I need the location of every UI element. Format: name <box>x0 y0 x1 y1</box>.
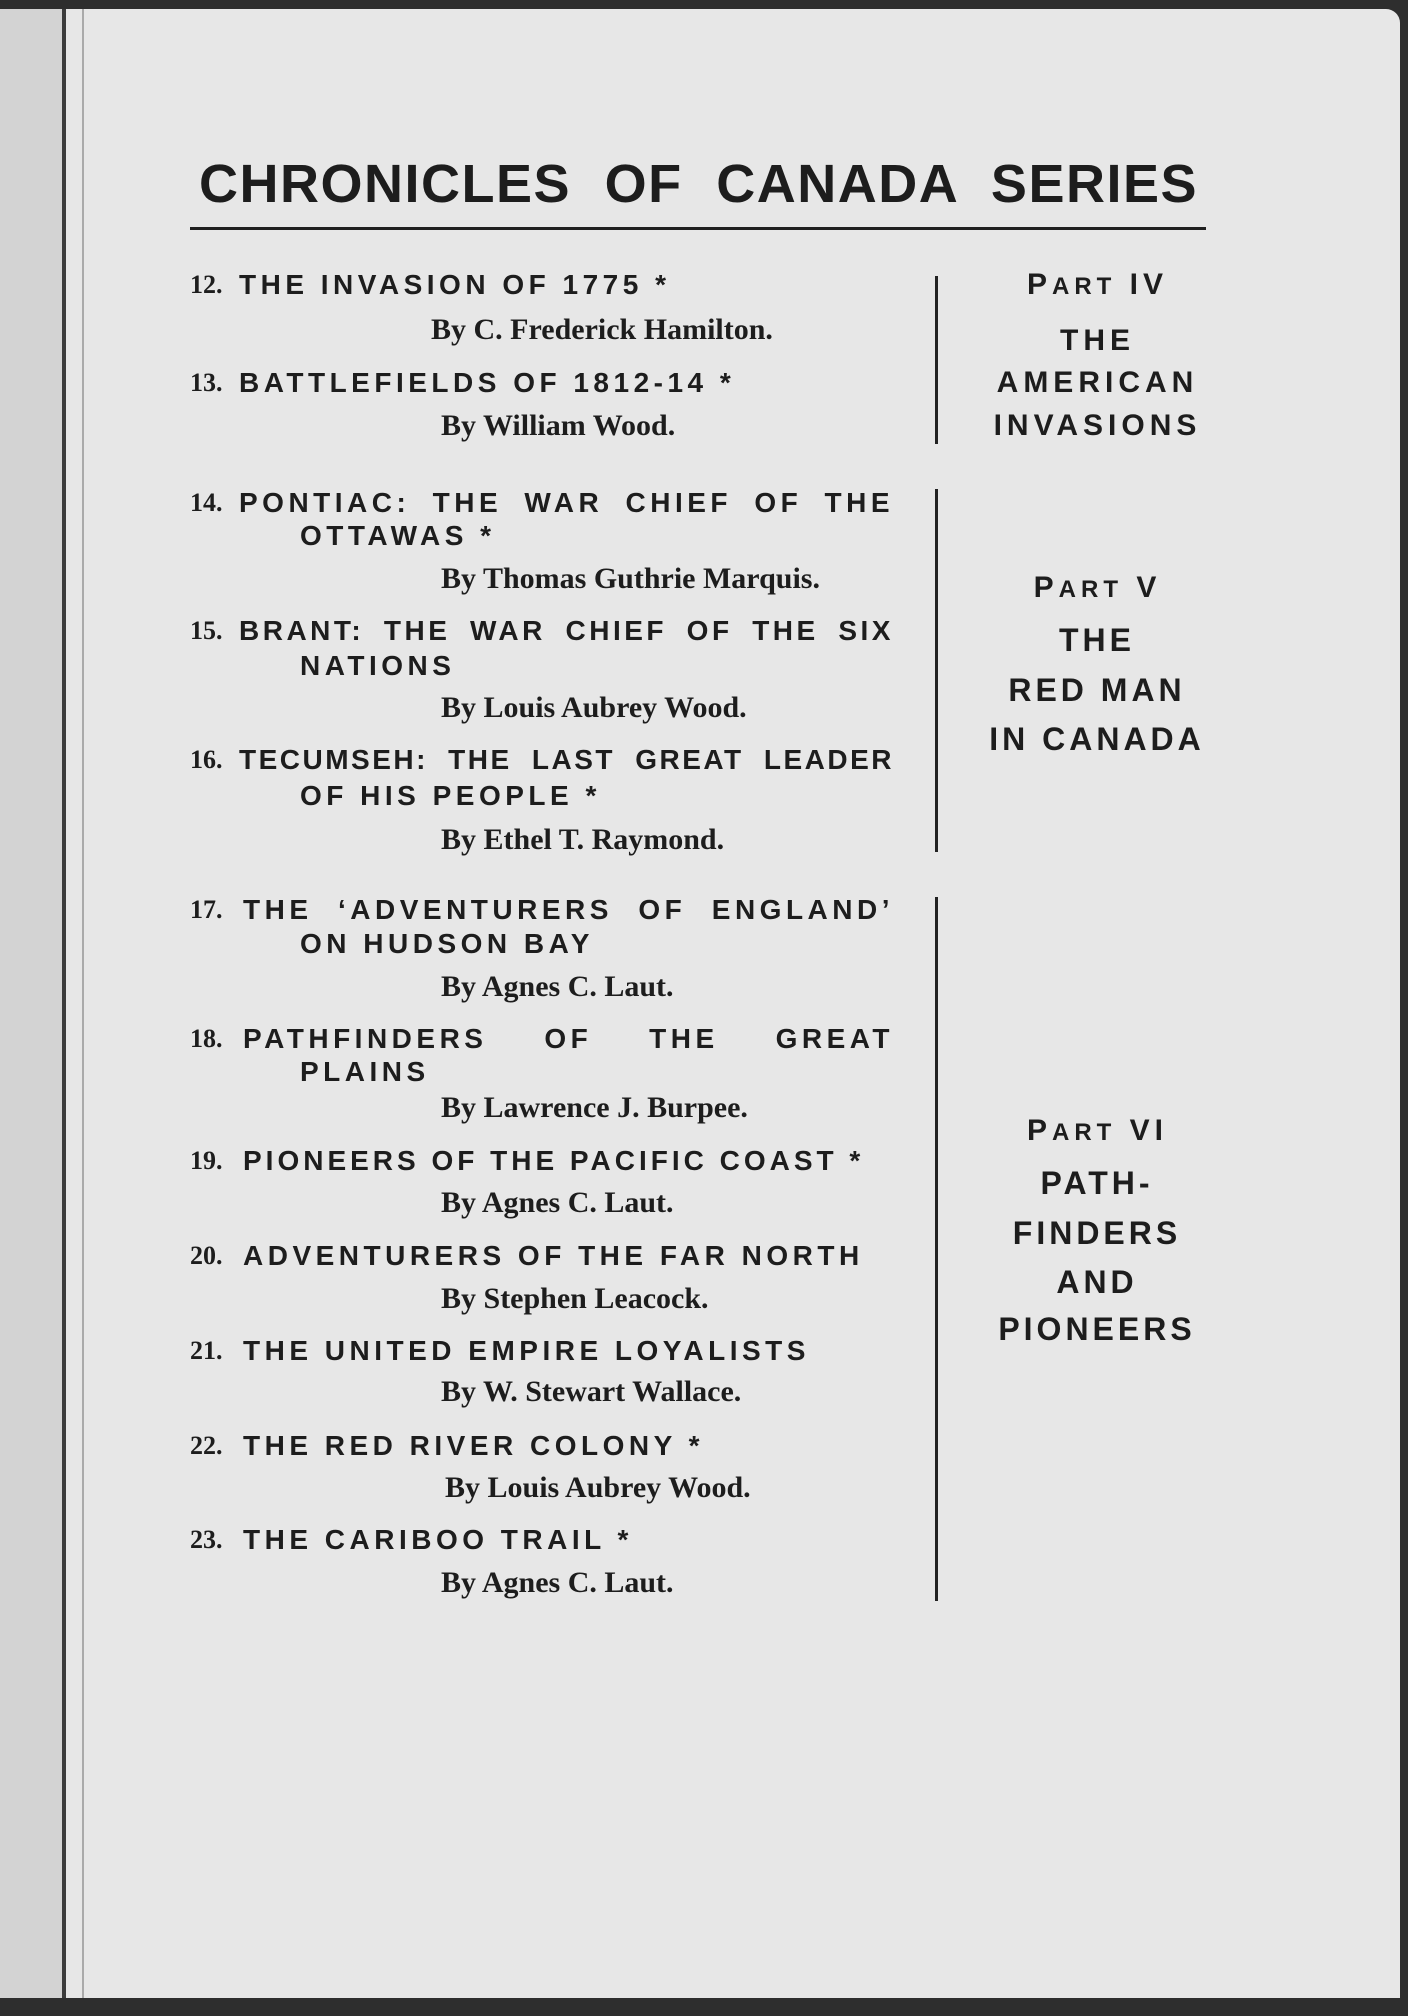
entry-number: 18. <box>190 1024 223 1053</box>
entry-author: By Agnes C. Laut. <box>441 1566 674 1599</box>
part-label: PART <box>1026 268 1117 301</box>
part-label-line <box>955 568 1235 608</box>
entry-title: BATTLEFIELDS OF 1812-14 * <box>239 367 736 398</box>
part-title-line: PIONEERS <box>998 1311 1196 1347</box>
part-title-line: THE <box>1059 622 1135 658</box>
entry-number: 12. <box>190 270 223 299</box>
entry-title: THE UNITED EMPIRE LOYALISTS <box>243 1335 810 1366</box>
part-label-line <box>955 1111 1235 1151</box>
binding-gutter <box>0 9 62 1998</box>
entry-number: 22. <box>190 1431 223 1460</box>
book-page <box>66 9 1400 1998</box>
entry-title: THE CARIBOO TRAIL * <box>243 1524 633 1555</box>
entry-author: By C. Frederick Hamilton. <box>431 313 773 346</box>
entry-author: By Thomas Guthrie Marquis. <box>441 562 820 595</box>
entry-number: 21. <box>190 1336 223 1365</box>
entry-author: By Stephen Leacock. <box>441 1282 709 1315</box>
entry-number: 14. <box>190 488 223 517</box>
entry-title: ADVENTURERS OF THE FAR NORTH <box>243 1240 864 1271</box>
entry-number: 17. <box>190 895 223 924</box>
entry-title-continuation: ON HUDSON BAY <box>300 928 594 959</box>
entry-title: PONTIAC: THE WAR CHIEF OF THE <box>239 487 894 518</box>
part-title-line: INVASIONS <box>993 409 1202 442</box>
part-title-line: IN CANADA <box>989 721 1205 757</box>
entry-author: By Agnes C. Laut. <box>441 970 674 1003</box>
entry-title: THE ‘ADVENTURERS OF ENGLAND’ <box>243 894 894 925</box>
part-label: PART <box>1033 571 1123 604</box>
page-edge-line <box>82 9 84 1998</box>
entry-title: PATHFINDERS OF THE GREAT <box>243 1023 894 1054</box>
entry-number: 15. <box>190 616 223 645</box>
entry-title-continuation: OTTAWAS * <box>300 520 496 551</box>
entry-number: 19. <box>190 1146 223 1175</box>
entry-author: By Agnes C. Laut. <box>441 1186 674 1219</box>
part-title-line: PATH- <box>1040 1165 1154 1201</box>
part-title-line: THE <box>1060 324 1135 357</box>
part-label: PART <box>1026 1114 1117 1147</box>
entry-author: By Louis Aubrey Wood. <box>445 1471 751 1504</box>
entry-title: THE INVASION OF 1775 * <box>239 269 671 300</box>
part-numeral: V <box>1136 571 1162 604</box>
part-divider-rule <box>935 897 938 1601</box>
entry-author: By Louis Aubrey Wood. <box>441 691 747 724</box>
entry-number: 13. <box>190 368 223 397</box>
part-title-line: RED MAN <box>1008 672 1186 708</box>
entry-number: 16. <box>190 745 223 774</box>
entry-number: 23. <box>190 1525 223 1554</box>
entry-title-continuation: NATIONS <box>300 650 456 681</box>
entry-author: By W. Stewart Wallace. <box>441 1375 742 1408</box>
part-divider-rule <box>935 276 938 444</box>
entry-title: THE RED RIVER COLONY * <box>243 1430 704 1461</box>
entry-title: PIONEERS OF THE PACIFIC COAST * <box>243 1145 865 1176</box>
entry-title-continuation: OF HIS PEOPLE * <box>300 780 601 811</box>
part-numeral: VI <box>1129 1114 1169 1147</box>
entry-title: BRANT: THE WAR CHIEF OF THE SIX <box>239 615 894 646</box>
part-title-line: FINDERS <box>1012 1215 1182 1251</box>
entry-number: 20. <box>190 1241 223 1270</box>
entry-title: TECUMSEH: THE LAST GREAT LEADER <box>239 744 894 775</box>
entry-author: By Lawrence J. Burpee. <box>441 1091 748 1124</box>
part-title-line: AND <box>1056 1264 1138 1300</box>
part-numeral: IV <box>1129 268 1169 301</box>
part-title-line: AMERICAN <box>996 366 1199 399</box>
part-divider-rule <box>935 489 938 852</box>
entry-author: By Ethel T. Raymond. <box>441 823 725 856</box>
entry-author: By William Wood. <box>441 409 676 442</box>
entry-title-continuation: PLAINS <box>300 1056 430 1087</box>
page-title: CHRONICLES OF CANADA SERIES <box>199 154 1198 214</box>
title-underline-rule <box>190 227 1206 230</box>
part-label-line <box>955 265 1235 305</box>
